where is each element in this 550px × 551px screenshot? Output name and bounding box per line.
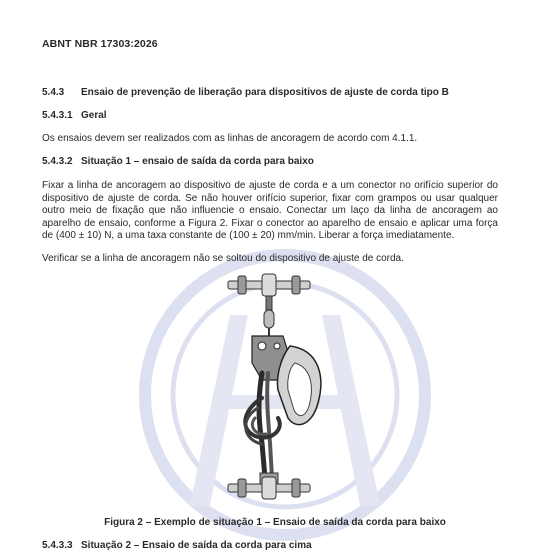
section-number: 5.4.3.1 xyxy=(42,110,73,121)
carabiner-connector xyxy=(278,346,321,425)
top-connector xyxy=(264,310,274,336)
section-title: Ensaio de prevenção de liberação para dispositivos de ajuste de corda tipo B xyxy=(81,87,449,98)
section-number: 5.4.3.2 xyxy=(42,156,73,167)
figure-2-illustration xyxy=(0,268,550,508)
section-title: Situação 2 – Ensaio de saída da corda para cima xyxy=(81,540,312,551)
section-heading-5-4-3 xyxy=(42,87,449,98)
section-number: 5.4.3 xyxy=(42,87,65,98)
anchor-line-rope xyxy=(245,373,280,478)
standard-code: ABNT NBR 17303:2026 xyxy=(42,38,158,50)
section-title: Situação 1 – ensaio de saída da corda para baixo xyxy=(81,156,314,167)
section-heading-5-4-3-1 xyxy=(42,110,107,121)
section-heading-5-4-3-2 xyxy=(42,156,314,167)
paragraph-verify: Verificar se a linha de ancoragem não se soltou do dispositivo de ajuste de corda. xyxy=(42,253,404,264)
paragraph-situation-1: Fixar a linha de ancoragem ao dispositivo de ajuste de corda e a um conector no orifício superior do dispositivo de ajuste de corda. Se não houver orifício superior, fixar com grampos ou usar qualquer outro meio de fixação que não influencie o ensaio. Conectar um laço da linha de ancoragem ao aparelho de ensaio, conforme a Figura 2. Fixar o conector ao aparelho de ensaio e aplicar uma força de (400 ± 10) N, a uma taxa constante de (100 ± 20) mm/min. Liberar a força imediatamente. xyxy=(42,180,498,241)
top-anchor-fixture xyxy=(228,274,310,310)
paragraph-general: Os ensaios devem ser realizados com as linhas de ancoragem de acordo com 4.1.1. xyxy=(42,133,418,144)
section-number: 5.4.3.3 xyxy=(42,540,73,551)
bottom-anchor-fixture xyxy=(228,473,310,499)
section-heading-5-4-3-3 xyxy=(42,540,312,551)
figure-caption: Figura 2 – Exemplo de situação 1 – Ensaio de saída da corda para baixo xyxy=(104,517,446,528)
section-title: Geral xyxy=(81,110,107,121)
